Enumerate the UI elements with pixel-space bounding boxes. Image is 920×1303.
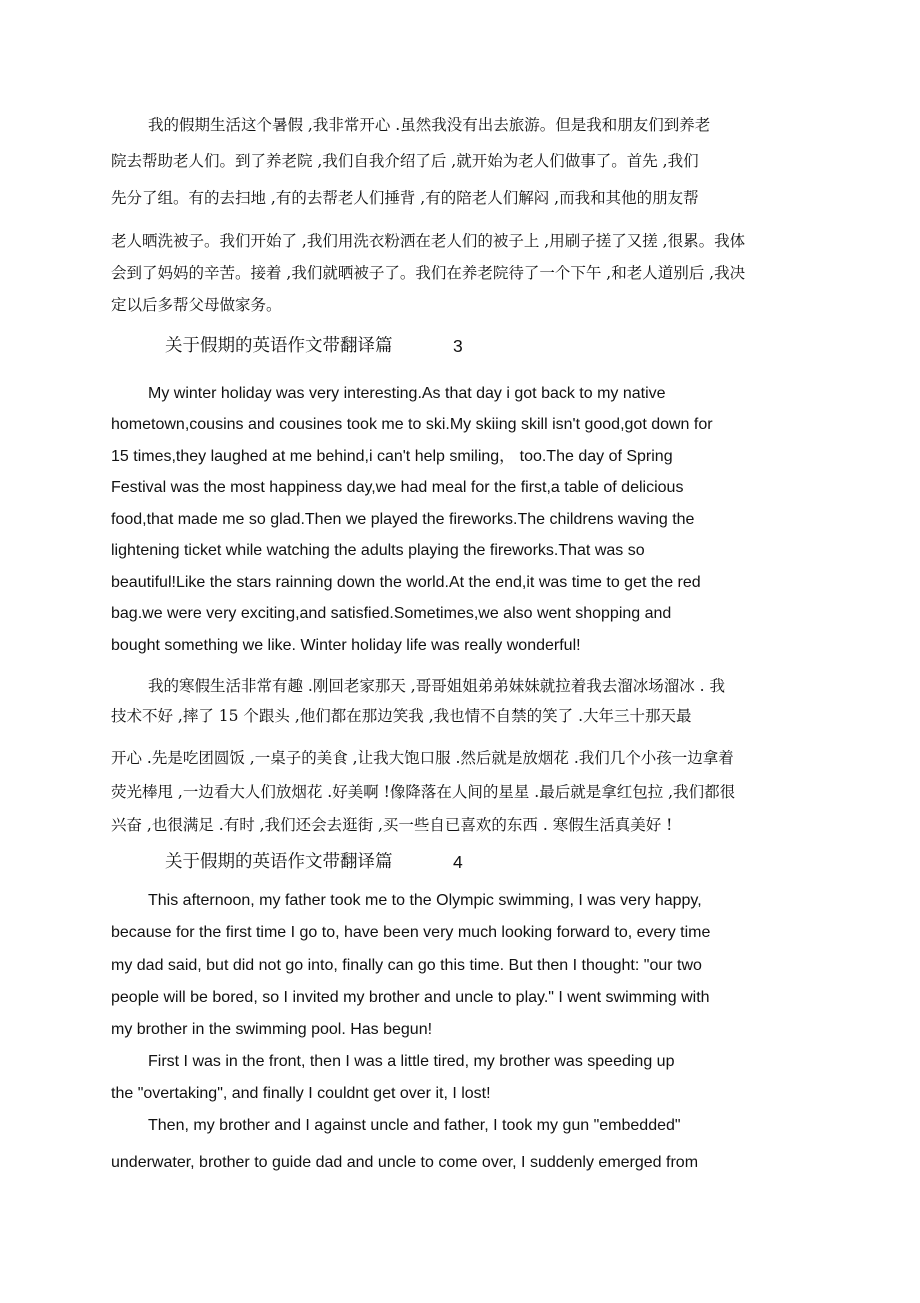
text-line: bought something we like. Winter holiday life was really wonderful! bbox=[111, 637, 581, 654]
text-line: lightening ticket while watching the adults playing the fireworks.That was so bbox=[111, 542, 645, 559]
section-heading-3 bbox=[165, 336, 463, 356]
text-line: beautiful!Like the stars rainning down the world.At the end,it was time to get the red bbox=[111, 574, 701, 591]
text-line: 会到了妈妈的辛苦。接着 ,我们就晒被子了。我们在养老院待了一个下午 ,和老人道别后 ,我决 bbox=[111, 264, 746, 282]
text-line: 我的寒假生活非常有趣 .刚回老家那天 ,哥哥姐姐弟弟妹妹就拉着我去溜冰场溜冰 . 我 bbox=[148, 677, 725, 695]
text-line: people will be bored, so I invited my brother and uncle to play." I went swimming with bbox=[111, 989, 710, 1006]
text-line: Festival was the most happiness day,we had meal for the first,a table of delicious bbox=[111, 479, 684, 496]
text-line: my brother in the swimming pool. Has begun! bbox=[111, 1021, 433, 1038]
heading-number: 4 bbox=[453, 852, 463, 872]
text-line: bag.we were very exciting,and satisfied.Sometimes,we also went shopping and bbox=[111, 605, 672, 622]
text-line: My winter holiday was very interesting.As that day i got back to my native bbox=[148, 385, 666, 402]
heading-title: 关于假期的英语作文带翻译篇 bbox=[165, 852, 393, 872]
text-line: This afternoon, my father took me to the Olympic swimming, I was very happy, bbox=[148, 892, 702, 909]
heading-number: 3 bbox=[453, 336, 463, 356]
text-line: 老人晒洗被子。我们开始了 ,我们用洗衣粉洒在老人们的被子上 ,用刷子搓了又搓 ,很累。我体 bbox=[111, 232, 746, 250]
section-heading-4 bbox=[165, 852, 463, 872]
text-line: 开心 .先是吃团圆饭 ,一桌子的美食 ,让我大饱口服 .然后就是放烟花 .我们几个小孩一边拿着 bbox=[111, 749, 734, 767]
text-line: First I was in the front, then I was a little tired, my brother was speeding up bbox=[148, 1053, 675, 1070]
text-line: 定以后多帮父母做家务。 bbox=[111, 296, 282, 314]
text-line: 先分了组。有的去扫地 ,有的去帮老人们捶背 ,有的陪老人们解闷 ,而我和其他的朋友帮 bbox=[111, 189, 699, 207]
text-line: 15 times,they laughed at me behind,i can't help smiling， too.The day of Spring bbox=[111, 448, 673, 465]
text-line: because for the first time I go to, have been very much looking forward to, every time bbox=[111, 924, 711, 941]
text-line: 技术不好 ,摔了 15 个跟头 ,他们都在那边笑我 ,我也情不自禁的笑了 .大年三十那天最 bbox=[111, 707, 692, 725]
text-line: my dad said, but did not go into, finally can go this time. But then I thought: "our two bbox=[111, 957, 702, 974]
text-line: food,that made me so glad.Then we played the fireworks.The childrens waving the bbox=[111, 511, 695, 528]
text-line: 我的假期生活这个暑假 ,我非常开心 .虽然我没有出去旅游。但是我和朋友们到养老 bbox=[148, 116, 711, 134]
text-line: 兴奋 ,也很满足 .有时 ,我们还会去逛街 ,买一些自已喜欢的东西 . 寒假生活真美好 ! bbox=[111, 816, 673, 834]
text-line: hometown,cousins and cousines took me to ski.My skiing skill isn't good,got down for bbox=[111, 416, 713, 433]
text-line: the "overtaking", and finally I couldnt get over it, I lost! bbox=[111, 1085, 491, 1102]
text-line: 院去帮助老人们。到了养老院 ,我们自我介绍了后 ,就开始为老人们做事了。首先 ,我们 bbox=[111, 152, 699, 170]
text-line: underwater, brother to guide dad and uncle to come over, I suddenly emerged from bbox=[111, 1154, 699, 1171]
text-line: Then, my brother and I against uncle and father, I took my gun "embedded" bbox=[148, 1117, 681, 1134]
text-line: 荧光棒甩 ,一边看大人们放烟花 .好美啊 !像降落在人间的星星 .最后就是拿红包拉 ,我们都很 bbox=[111, 783, 736, 801]
heading-title: 关于假期的英语作文带翻译篇 bbox=[165, 336, 393, 356]
